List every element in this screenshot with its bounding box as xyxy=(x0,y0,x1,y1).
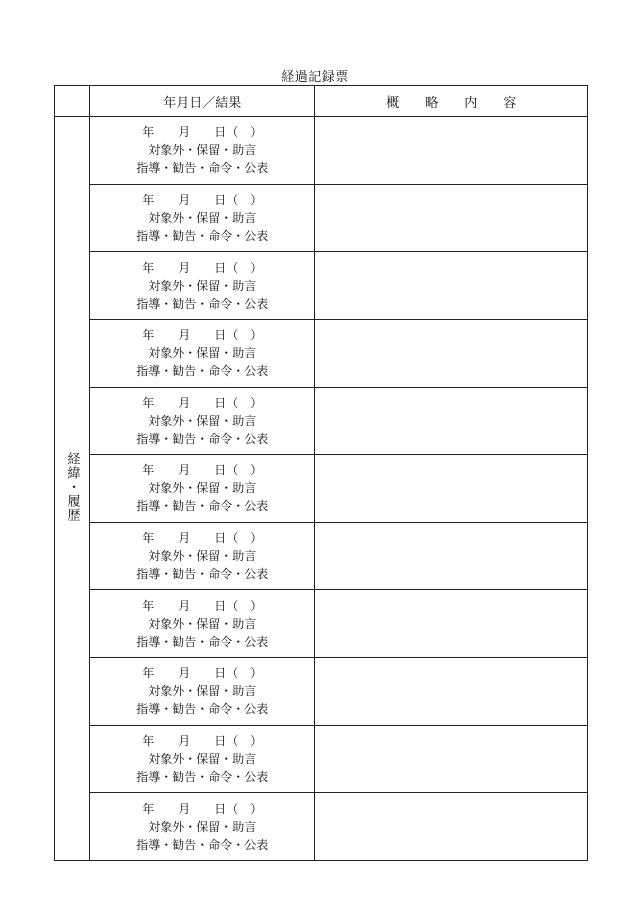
date-line: 年 月 日（ ） xyxy=(142,125,263,140)
content-cell xyxy=(315,252,588,320)
result-options-line-1: 対象外・保留・助言 xyxy=(148,346,257,361)
header-content: 概 略 内 容 xyxy=(315,86,588,117)
result-options-line-1: 対象外・保留・助言 xyxy=(148,481,257,496)
result-options-line-2: 指導・勧告・命令・公表 xyxy=(136,364,269,379)
content-cell xyxy=(315,455,588,523)
side-label-cell xyxy=(55,117,90,861)
result-options-line-2: 指導・勧告・命令・公表 xyxy=(136,634,269,649)
result-options-line-1: 対象外・保留・助言 xyxy=(148,549,257,564)
date-line: 年 月 日（ ） xyxy=(142,328,263,343)
side-label: 経緯・履歴 xyxy=(64,451,80,522)
table-row xyxy=(55,725,588,793)
date-result-cell xyxy=(90,184,315,252)
content-cell xyxy=(315,658,588,726)
result-options-line-2: 指導・勧告・命令・公表 xyxy=(136,499,269,514)
result-options-line-2: 指導・勧告・命令・公表 xyxy=(136,296,269,311)
result-options-line-2: 指導・勧告・命令・公表 xyxy=(136,837,269,852)
content-cell xyxy=(315,319,588,387)
date-result-cell xyxy=(90,590,315,658)
date-line: 年 月 日（ ） xyxy=(142,463,263,478)
result-options-line-2: 指導・勧告・命令・公表 xyxy=(136,431,269,446)
result-options-line-1: 対象外・保留・助言 xyxy=(148,143,257,158)
content-cell xyxy=(315,793,588,861)
result-options-line-1: 対象外・保留・助言 xyxy=(148,616,257,631)
result-options-line-2: 指導・勧告・命令・公表 xyxy=(136,567,269,582)
date-result-cell xyxy=(90,252,315,320)
date-result-cell xyxy=(90,793,315,861)
date-line: 年 月 日（ ） xyxy=(142,192,263,207)
date-line: 年 月 日（ ） xyxy=(142,395,263,410)
date-line: 年 月 日（ ） xyxy=(142,733,263,748)
content-cell xyxy=(315,184,588,252)
date-result-cell xyxy=(90,387,315,455)
table-row xyxy=(55,590,588,658)
record-table xyxy=(54,85,588,861)
table-row xyxy=(55,658,588,726)
header-date-result: 年月日／結果 xyxy=(90,86,315,117)
content-cell xyxy=(315,387,588,455)
table-row xyxy=(55,319,588,387)
result-options-line-2: 指導・勧告・命令・公表 xyxy=(136,702,269,717)
form-title: 経過記録票 xyxy=(281,70,349,85)
table-row xyxy=(55,387,588,455)
table-row xyxy=(55,455,588,523)
result-options-line-2: 指導・勧告・命令・公表 xyxy=(136,228,269,243)
date-result-cell xyxy=(90,725,315,793)
result-options-line-1: 対象外・保留・助言 xyxy=(148,278,257,293)
date-line: 年 月 日（ ） xyxy=(142,260,263,275)
date-result-cell xyxy=(90,319,315,387)
table-row xyxy=(55,117,588,185)
header-blank-cell xyxy=(55,86,90,117)
date-line: 年 月 日（ ） xyxy=(142,666,263,681)
table-header-row xyxy=(55,86,588,117)
result-options-line-1: 対象外・保留・助言 xyxy=(148,751,257,766)
date-result-cell xyxy=(90,117,315,185)
result-options-line-1: 対象外・保留・助言 xyxy=(148,413,257,428)
table-row xyxy=(55,252,588,320)
content-cell xyxy=(315,522,588,590)
result-options-line-1: 対象外・保留・助言 xyxy=(148,819,257,834)
date-line: 年 月 日（ ） xyxy=(142,598,263,613)
date-result-cell xyxy=(90,522,315,590)
result-options-line-1: 対象外・保留・助言 xyxy=(148,684,257,699)
result-options-line-2: 指導・勧告・命令・公表 xyxy=(136,769,269,784)
date-result-cell xyxy=(90,455,315,523)
table-row xyxy=(55,522,588,590)
result-options-line-1: 対象外・保留・助言 xyxy=(148,210,257,225)
result-options-line-2: 指導・勧告・命令・公表 xyxy=(136,161,269,176)
date-result-cell xyxy=(90,658,315,726)
table-row xyxy=(55,184,588,252)
content-cell xyxy=(315,117,588,185)
table-row xyxy=(55,793,588,861)
content-cell xyxy=(315,590,588,658)
content-cell xyxy=(315,725,588,793)
date-line: 年 月 日（ ） xyxy=(142,531,263,546)
date-line: 年 月 日（ ） xyxy=(142,801,263,816)
